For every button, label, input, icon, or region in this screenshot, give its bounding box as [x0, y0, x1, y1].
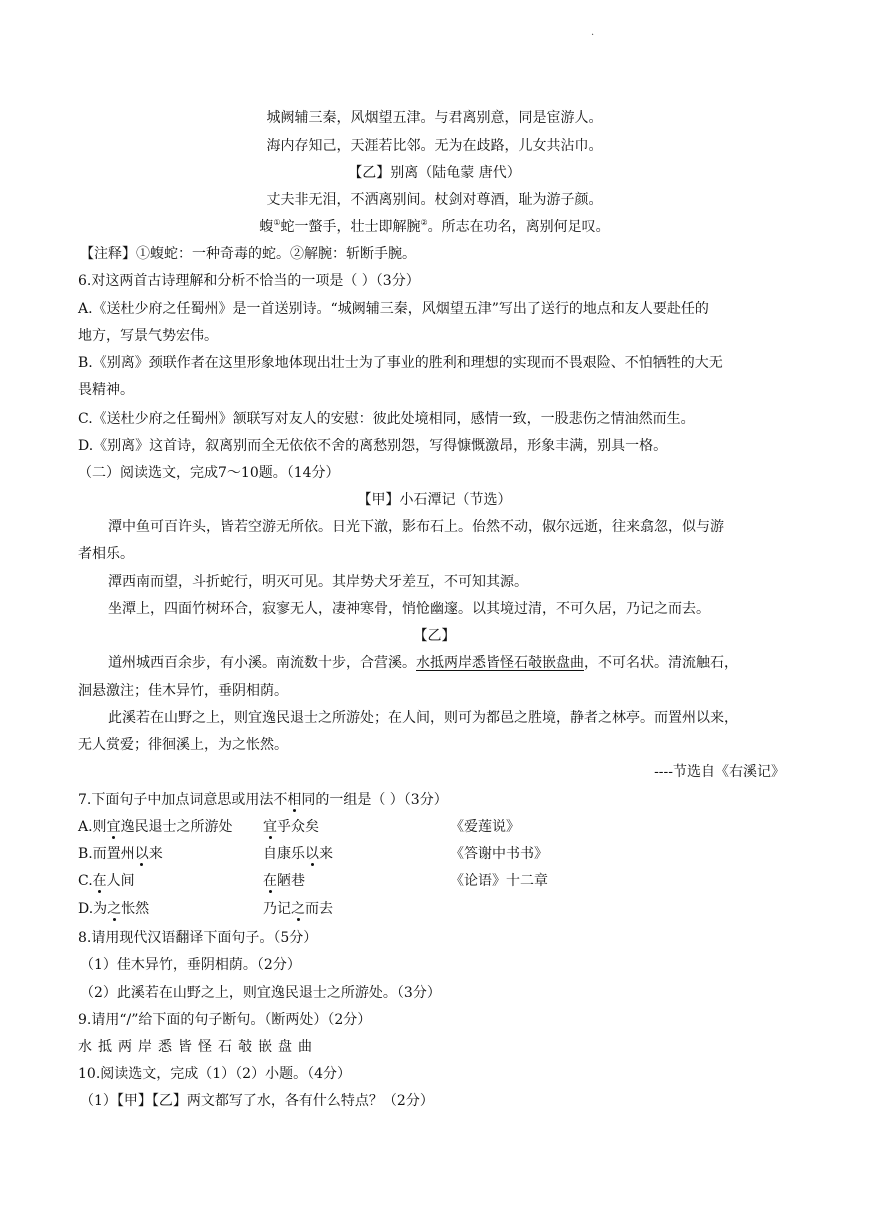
text-a-para-1: 潭中鱼可百许头，皆若空游无所依。日光下澈，影布石上。佁然不动，俶尔远逝，往来翕忽，似与游	[108, 519, 724, 535]
text-a-para-3: 坐潭上，四面竹树环合，寂寥无人，凄神寒骨，悄怆幽邃。以其境过清，不可久居，乃记之而去。	[108, 601, 710, 617]
question-7-compare-d: 乃记之而去	[263, 901, 333, 917]
question-9-sentence: 水抵两岸悉皆怪石攲嵌盘曲	[78, 1039, 318, 1055]
question-8-sentence-2: （2）此溪若在山野之上，则宜逸民退士之所游处。（3分）	[80, 985, 441, 1001]
question-7-compare-a: 宜乎众矣	[263, 819, 319, 835]
poem-b-title: 【乙】别离（陆龟蒙 唐代）	[348, 165, 521, 181]
poem-a-line-2: 海内存知己，天涯若比邻。无为在歧路，儿女共沾巾。	[266, 138, 603, 154]
question-7-source-b: 《答谢中书书》	[450, 846, 548, 862]
underlined-sentence: 水抵两岸悉皆怪石攲嵌盘曲	[416, 655, 584, 671]
question-8-sentence-1: （1）佳木异竹，垂阴相荫。（2分）	[80, 957, 301, 973]
question-7-compare-c: 在陋巷	[263, 873, 305, 889]
question-7-stem: 7.下面句子中加点词意思或用法不相同的一组是（ ）（3分）	[78, 792, 448, 808]
text-b-title: 【乙】	[413, 628, 456, 644]
question-7-option-a: A.则宜逸民退士之所游处	[78, 819, 233, 835]
question-7-source-c: 《论语》十二章	[450, 873, 548, 889]
text-a-para-1-cont: 者相乐。	[78, 546, 134, 562]
question-6-stem: 6.对这两首古诗理解和分析不恰当的一项是（ ）（3分）	[78, 273, 420, 289]
section-2-heading: （二）阅读选文，完成7～10题。（14分）	[78, 465, 340, 481]
text-b-para-2-cont: 无人赏爱；徘徊溪上，为之怅然。	[78, 737, 288, 753]
question-10-sub-1: （1）【甲】【乙】两文都写了水，各有什么特点？（2分）	[80, 1093, 434, 1109]
question-10-stem: 10.阅读选文，完成（1）（2）小题。（4分）	[78, 1066, 351, 1082]
question-6-option-b-cont: 畏精神。	[78, 382, 134, 398]
text-b-para-1-cont: 洄悬激注；佳木异竹，垂阴相荫。	[78, 683, 288, 699]
question-6-option-c: C.《送杜少府之任蜀州》颔联写对友人的安慰：彼此处境相同，感情一致，一股悲伤之情油然而生。	[78, 411, 695, 427]
text-a-para-2: 潭西南而望，斗折蛇行，明灭可见。其岸势犬牙差互，不可知其源。	[108, 574, 528, 590]
poem-a-line-1: 城阙辅三秦，风烟望五津。与君离别意，同是宦游人。	[266, 110, 603, 126]
question-6-option-b: B.《别离》颈联作者在这里形象地体现出壮士为了事业的胜利和理想的实现而不畏艰险、不怕牺牲的大无	[78, 355, 723, 371]
footnote-ref-1: ①	[273, 218, 281, 227]
question-9-stem: 9.请用“/”给下面的句子断句。（断两处）（2分）	[78, 1012, 372, 1028]
text-a-title: 【甲】小石潭记（节选）	[357, 492, 512, 508]
poem-b-line-2: 蝮①蛇一螫手，壮士即解腕②。所志在功名，离别何足叹。	[259, 218, 610, 235]
question-8-stem: 8.请用现代汉语翻译下面句子。（5分）	[78, 930, 318, 946]
annotation-note: 【注释】①蝮蛇：一种奇毒的蛇。②解腕：斩断手腕。	[80, 246, 416, 262]
question-7-option-d: D.为之怅然	[78, 901, 150, 917]
question-7-compare-b: 自康乐以来	[263, 846, 333, 862]
question-7-source-a: 《爱莲说》	[450, 819, 520, 835]
question-6-option-a-cont: 地方，写景气势宏伟。	[78, 328, 218, 344]
text-b-source: ----节选自《右溪记》	[654, 764, 785, 780]
question-7-option-c: C.在人间	[78, 873, 135, 889]
text-b-para-2: 此溪若在山野之上，则宜逸民退士之所游处；在人间，则可为都邑之胜境，静者之林亭。而置州以来，	[108, 710, 738, 726]
question-6-option-d: D.《别离》这首诗，叙离别而全无依依不舍的离愁别怨，写得慷慨激昂，形象丰满，别具一格。	[78, 438, 668, 454]
poem-b-line-1: 丈夫非无泪，不洒离别间。杖剑对尊酒，耻为游子颜。	[266, 192, 603, 208]
footnote-ref-2: ②	[420, 218, 428, 227]
text-b-para-1: 道州城西百余步，有小溪。南流数十步，合营溪。水抵两岸悉皆怪石攲嵌盘曲，不可名状。清流触石，	[108, 655, 738, 671]
question-6-option-a: A.《送杜少府之任蜀州》是一首送别诗。“城阙辅三秦，风烟望五津”写出了送行的地点和友人要赴任的	[78, 301, 709, 317]
question-7-option-b: B.而置州以来	[78, 846, 163, 862]
header-mark: ·	[591, 30, 595, 41]
